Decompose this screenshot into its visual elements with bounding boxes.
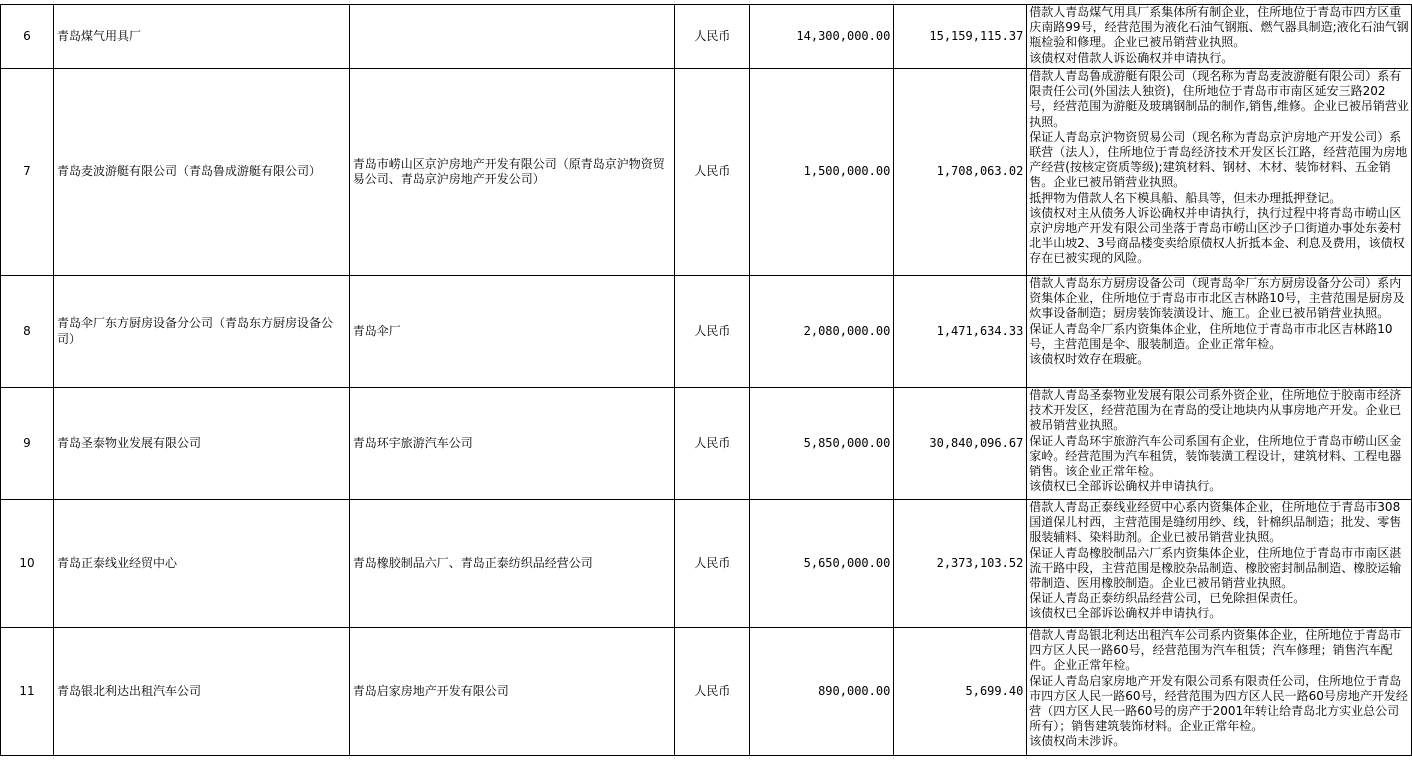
description-line: 抵押物为借款人名下模具船、船具等，但未办理抵押登记。: [1029, 190, 1342, 205]
description-cell[interactable]: [1027, 628, 1412, 756]
borrower-cell[interactable]: 青岛正泰线业经贸中心: [53, 500, 349, 628]
description-line: 借款人青岛银北利达出租汽车公司系内资集体企业，住所地位于青岛市四方区人民一路60号，经营范围为汽车租赁；汽车修理；销售汽车配件。企业正常年检。: [1029, 628, 1402, 673]
principal-cell[interactable]: 5,650,000.00: [750, 500, 894, 628]
row-number-cell[interactable]: 10: [1, 500, 54, 628]
table-row: [1, 276, 1412, 388]
principal-cell[interactable]: 14,300,000.00: [750, 5, 894, 69]
table-row: [1, 500, 1412, 628]
table-row: [1, 5, 1412, 69]
borrower-cell[interactable]: 青岛银北利达出租汽车公司: [53, 628, 349, 756]
total-cell[interactable]: 1,471,634.33: [894, 276, 1027, 388]
description-line: 该债权对借款人诉讼确权并申请执行。: [1029, 50, 1234, 65]
borrower-cell[interactable]: 青岛煤气用具厂: [53, 5, 349, 69]
description-cell[interactable]: [1027, 69, 1412, 276]
table-row: [1, 388, 1412, 500]
description-line: 该债权已全部诉讼确权并申请执行。: [1029, 479, 1222, 494]
total-cell[interactable]: 15,159,115.37: [894, 5, 1027, 69]
guarantor-cell[interactable]: 青岛环宇旅游汽车公司: [349, 388, 675, 500]
currency-cell[interactable]: 人民币: [675, 5, 750, 69]
guarantor-cell[interactable]: 青岛启家房地产开发有限公司: [349, 628, 675, 756]
description-line: 该债权时效存在瑕疵。: [1029, 352, 1150, 367]
description-line: 保证人青岛京沪物资贸易公司（现名称为青岛京沪房地产开发公司）系联营（法人），住所地位于青岛经济技术开发区长江路，经营范围为房地产经营(按核定资质等级);建筑材料、钢材、木材、装饰材料、五金销售。企业已被吊销营业执照。: [1029, 129, 1408, 190]
description-line: 该债权已全部诉讼确权并申请执行。: [1029, 606, 1222, 621]
total-cell[interactable]: 2,373,103.52: [894, 500, 1027, 628]
currency-cell[interactable]: 人民币: [675, 628, 750, 756]
description-cell[interactable]: [1027, 276, 1412, 388]
total-cell[interactable]: 5,699.40: [894, 628, 1027, 756]
description-line: 保证人青岛正泰纺织品经营公司，已免除担保责任。: [1029, 591, 1306, 606]
principal-cell[interactable]: 2,080,000.00: [750, 276, 894, 388]
row-number-cell[interactable]: 7: [1, 69, 54, 276]
description-line: 借款人青岛煤气用具厂系集体所有制企业，住所地位于青岛市四方区重庆南路99号，经营范围为液化石油气钢瓶、燃气器具制造;液化石油气钢瓶检验和修理。企业已被吊销营业执照。: [1029, 5, 1409, 50]
currency-cell[interactable]: 人民币: [675, 500, 750, 628]
table-row: [1, 69, 1412, 276]
description-cell[interactable]: [1027, 5, 1412, 69]
description-line: 借款人青岛东方厨房设备公司（现青岛伞厂东方厨房设备分公司）系内资集体企业，住所地位于青岛市市北区吉林路10号，主营范围是厨房及炊事设备制造；厨房装饰装潢设计、施工。企业已被吊销营业执照。: [1029, 276, 1405, 321]
row-number-cell[interactable]: 9: [1, 388, 54, 500]
table-row: [1, 628, 1412, 756]
description-line: 借款人青岛圣泰物业发展有限公司系外资企业，住所地位于胶南市经济技术开发区，经营范围为在青岛的受让地块内从事房地产开发。企业已被吊销营业执照。: [1029, 388, 1402, 433]
description-line: 该债权对主从债务人诉讼确权并申请执行，执行过程中将青岛市崂山区京沪房地产开发有限公司坐落于青岛市崂山区沙子口街道办事处东姜村北半山坡2、3号商品楼变卖给原债权人折抵本金、利息及费用，该债权存在已被实现的风险。: [1029, 205, 1405, 266]
row-number-cell[interactable]: 6: [1, 5, 54, 69]
principal-cell[interactable]: 890,000.00: [750, 628, 894, 756]
description-cell[interactable]: [1027, 388, 1412, 500]
principal-cell[interactable]: 1,500,000.00: [750, 69, 894, 276]
guarantor-cell[interactable]: [349, 5, 675, 69]
debt-table: [0, 4, 1412, 756]
description-line: 借款人青岛鲁成游艇有限公司（现名称为青岛麦波游艇有限公司）系有限责任公司(外国法人独资)，住所地位于青岛市市南区延安三路202号，经营范围为游艇及玻璃钢制品的制作,销售,维修。企业已被吊销营业执照。: [1029, 69, 1409, 129]
borrower-cell[interactable]: 青岛麦波游艇有限公司（青岛鲁成游艇有限公司）: [53, 69, 349, 276]
borrower-cell[interactable]: 青岛伞厂东方厨房设备分公司（青岛东方厨房设备公司）: [53, 276, 349, 388]
description-line: 保证人青岛启家房地产开发有限公司系有限责任公司，住所地位于青岛市四方区人民一路60号，经营范围为四方区人民一路60号房地产开发经营（四方区人民一路60号的房产于2001年转让给青岛北方实业总公司所有）；销售建筑装饰材料。企业正常年检。: [1029, 673, 1408, 734]
description-cell[interactable]: [1027, 500, 1412, 628]
description-line: 保证人青岛橡胶制品六厂系内资集体企业，住所地位于青岛市市南区湛流干路中段，主营范围是橡胶杂品制造、橡胶密封制品制造、橡胶运输带制造、医用橡胶制造。企业已被吊销营业执照。: [1029, 545, 1402, 591]
currency-cell[interactable]: 人民币: [675, 69, 750, 276]
guarantor-cell[interactable]: 青岛伞厂: [349, 276, 675, 388]
principal-cell[interactable]: 5,850,000.00: [750, 388, 894, 500]
guarantor-cell[interactable]: 青岛橡胶制品六厂、青岛正泰纺织品经营公司: [349, 500, 675, 628]
currency-cell[interactable]: 人民币: [675, 276, 750, 388]
currency-cell[interactable]: 人民币: [675, 388, 750, 500]
total-cell[interactable]: 30,840,096.67: [894, 388, 1027, 500]
borrower-cell[interactable]: 青岛圣泰物业发展有限公司: [53, 388, 349, 500]
row-number-cell[interactable]: 11: [1, 628, 54, 756]
row-number-cell[interactable]: 8: [1, 276, 54, 388]
guarantor-cell[interactable]: 青岛市崂山区京沪房地产开发有限公司（原青岛京沪物资贸易公司、青岛京沪房地产开发公司）: [349, 69, 675, 276]
description-line: 保证人青岛环宇旅游汽车公司系国有企业，住所地位于青岛市崂山区金家岭。经营范围为汽车租赁，装饰装潢工程设计，建筑材料、工程电器销售。该企业正常年检。: [1029, 433, 1402, 479]
description-line: 借款人青岛正泰线业经贸中心系内资集体企业，住所地位于青岛市308国道保儿村西，主营范围是缝纫用纱、线，针棉织品制造；批发、零售服装辅料、染料助剂。企业已被吊销营业执照。: [1029, 500, 1402, 545]
description-line: 该债权尚未涉诉。: [1029, 734, 1126, 749]
description-line: 保证人青岛伞厂系内资集体企业，住所地位于青岛市市北区吉林路10号，主营范围是伞、服装制造。企业正常年检。: [1029, 321, 1393, 351]
total-cell[interactable]: 1,708,063.02: [894, 69, 1027, 276]
